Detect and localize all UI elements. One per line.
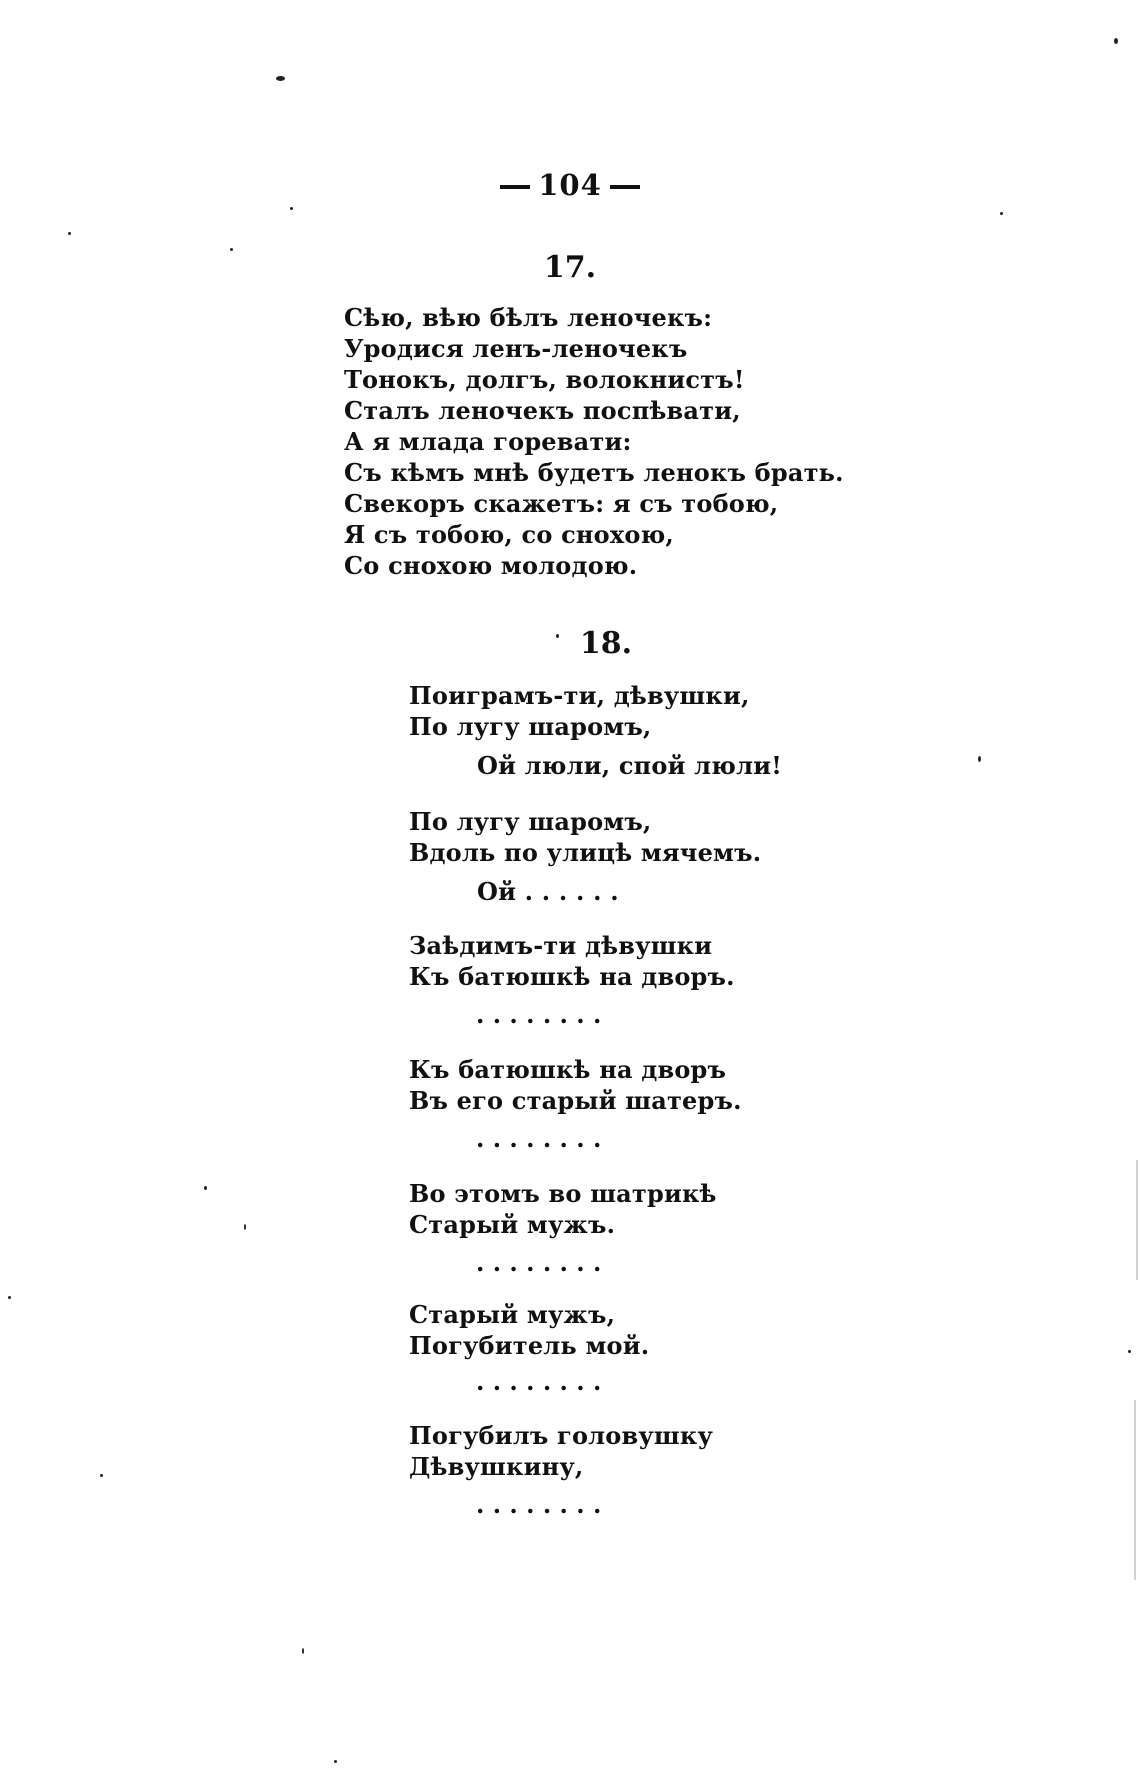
song-17-text xyxy=(344,302,844,581)
song-18-stanza xyxy=(409,1054,742,1116)
song-17-line: Съ кѣмъ мнѣ будетъ ленокъ брать. xyxy=(344,458,844,487)
stanza-line: Поиграмъ-ти, дѣвушки, xyxy=(409,681,750,710)
scan-speck xyxy=(1114,38,1118,44)
scan-edge xyxy=(1134,1400,1136,1580)
stanza-line: По лугу шаромъ, xyxy=(409,712,652,741)
scan-speck xyxy=(978,756,981,762)
song-18-stanza xyxy=(409,806,761,907)
stanza-line: Погубитель мой. xyxy=(409,1331,650,1360)
song-17-line: Свекоръ скажетъ: я съ тобою, xyxy=(344,489,779,518)
dash-left xyxy=(500,185,530,189)
dash-right xyxy=(610,185,640,189)
ellipsis-row: . . . . . . . . xyxy=(476,1490,602,1519)
song-18-number: 18. xyxy=(579,626,633,661)
page-number xyxy=(0,168,1140,202)
stanza-line: Старый мужъ, xyxy=(409,1300,616,1329)
scan-speck xyxy=(1000,212,1003,215)
stanza-refrain: Ой люли, спой люли! xyxy=(477,751,782,780)
ellipsis-row: . . . . . . . . xyxy=(476,1367,602,1396)
song-18-stanza xyxy=(409,1178,717,1240)
stanza-line: Старый мужъ. xyxy=(409,1210,616,1239)
scan-speck xyxy=(230,248,233,251)
scan-speck xyxy=(276,76,285,81)
song-17-line: Уродися ленъ-леночекъ xyxy=(344,334,688,363)
scan-speck xyxy=(334,1760,337,1763)
stanza-line: Дѣвушкину, xyxy=(409,1452,584,1481)
song-17-line: А я млада горевати: xyxy=(344,427,632,456)
song-18-stanza xyxy=(409,930,735,992)
scan-edge xyxy=(1136,1160,1138,1280)
stanza-refrain: Ой . . . . . . xyxy=(477,877,619,906)
scan-speck xyxy=(556,634,559,638)
scan-speck xyxy=(290,207,293,210)
stanza-line: Къ батюшкѣ на дворъ. xyxy=(409,962,735,991)
ellipsis-row: . . . . . . . . xyxy=(476,1248,602,1277)
scan-speck xyxy=(8,1296,11,1299)
stanza-line: Къ батюшкѣ на дворъ xyxy=(409,1055,727,1084)
ellipsis-row: . . . . . . . . xyxy=(476,1124,602,1153)
song-18-stanza xyxy=(409,1420,713,1482)
scan-speck xyxy=(204,1186,207,1190)
stanza-line: Погубилъ головушку xyxy=(409,1421,714,1450)
scan-speck xyxy=(244,1224,246,1230)
stanza-line: Въ его старый шатеръ. xyxy=(409,1086,742,1115)
scan-speck xyxy=(1128,1350,1131,1353)
scan-speck xyxy=(68,232,71,235)
song-17-line: Я съ тобою, со снохою, xyxy=(344,520,674,549)
scan-speck xyxy=(302,1648,304,1654)
song-18-stanza xyxy=(409,1299,649,1361)
song-17-line: Тонокъ, долгъ, волокнистъ! xyxy=(344,365,745,394)
song-17-line: Сталъ леночекъ поспѣвати, xyxy=(344,396,741,425)
stanza-line: Заѣдимъ-ти дѣвушки xyxy=(409,931,713,960)
song-18-stanza xyxy=(409,680,782,781)
song-17-line: Сѣю, вѣю бѣлъ леночекъ: xyxy=(344,303,713,332)
song-17-line: Со снохою молодою. xyxy=(344,551,638,580)
song-17-number: 17. xyxy=(543,250,597,285)
page-number-value: 104 xyxy=(538,168,602,202)
stanza-line: Во этомъ во шатрикѣ xyxy=(409,1179,717,1208)
stanza-line: По лугу шаромъ, xyxy=(409,807,652,836)
ellipsis-row: . . . . . . . . xyxy=(476,1000,602,1029)
stanza-line: Вдоль по улицѣ мячемъ. xyxy=(409,838,762,867)
scan-speck xyxy=(100,1474,103,1477)
